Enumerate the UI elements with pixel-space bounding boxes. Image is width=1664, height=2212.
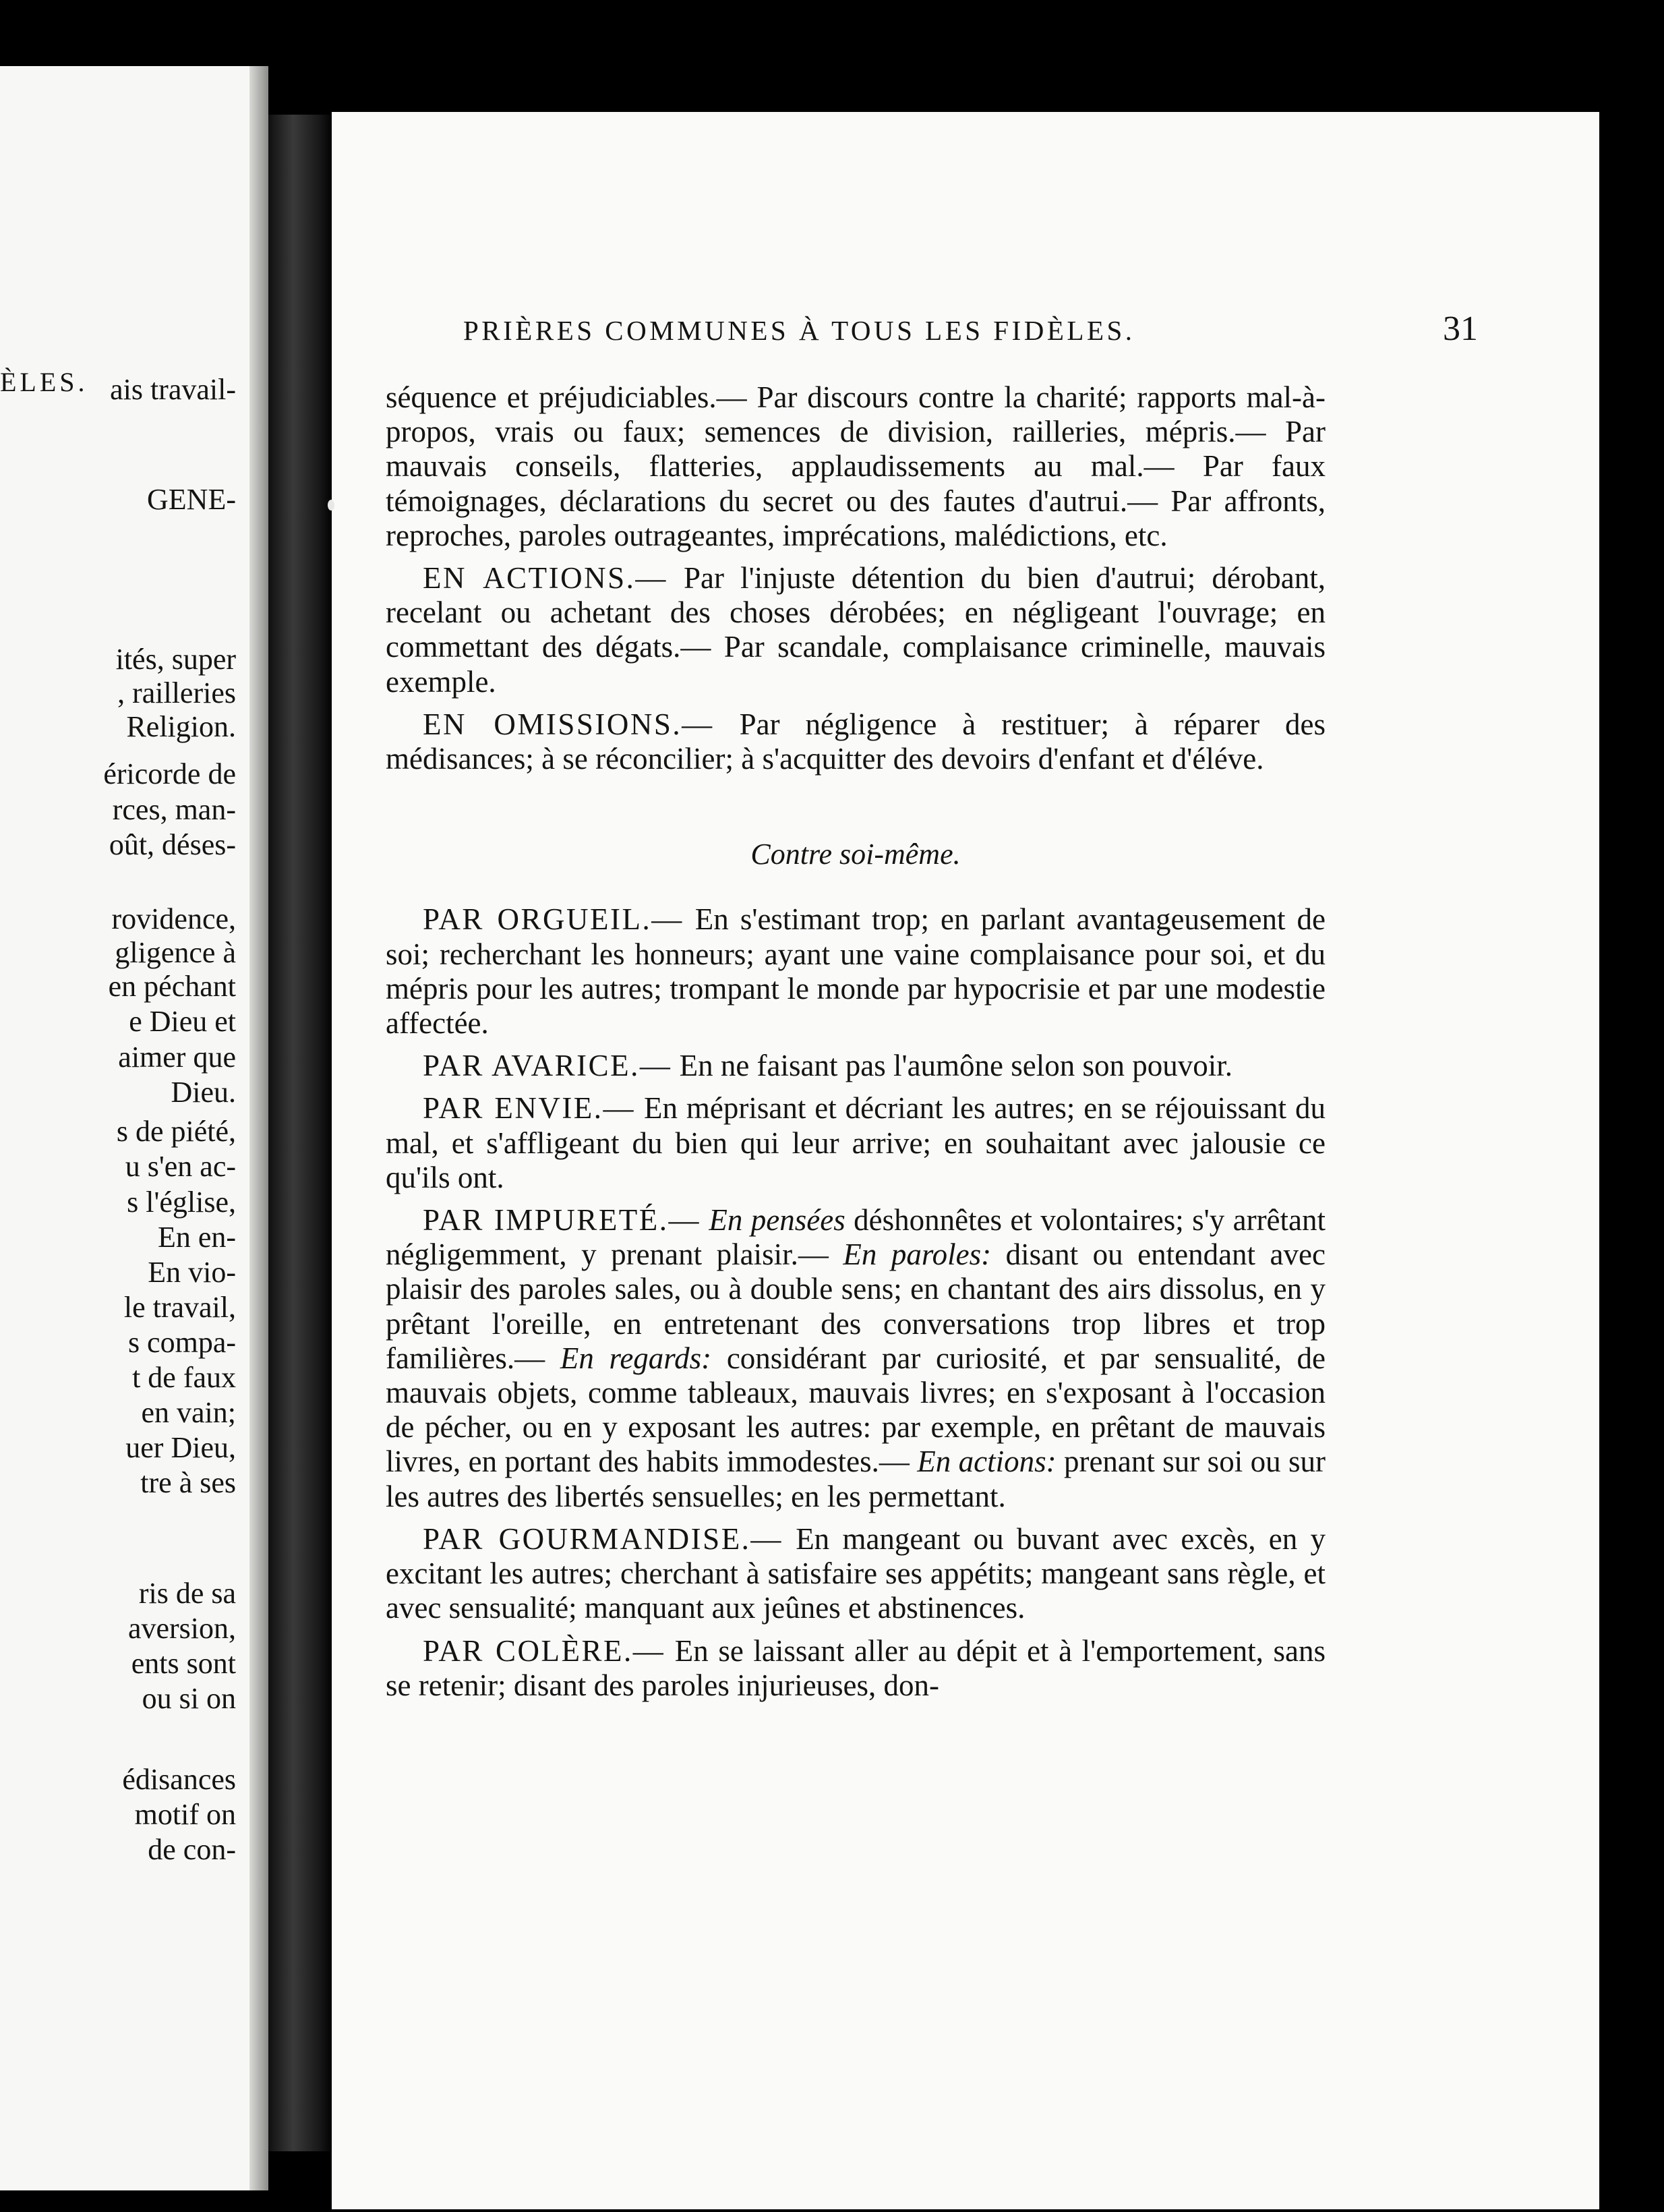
previous-page-line: gligence à	[115, 936, 236, 969]
running-head	[463, 309, 1478, 349]
previous-page-line: ou si on	[142, 1682, 236, 1715]
previous-page-line: e Dieu et	[129, 1005, 236, 1038]
section-title: Contre soi-même.	[750, 838, 961, 871]
previous-page-line: u s'en ac-	[125, 1150, 236, 1183]
paragraph-label: PAR ENVIE.—	[423, 1091, 636, 1126]
previous-page-line: Religion.	[126, 710, 236, 743]
page-gutter-shadow	[249, 66, 268, 2190]
previous-page-line: édisances	[122, 1763, 236, 1796]
paragraph-label: EN ACTIONS.—	[423, 561, 667, 595]
previous-page-line: t de faux	[132, 1361, 236, 1394]
italic-phrase: En regards:	[545, 1341, 712, 1375]
paragraph-colere: PAR COLÈRE.— En se laissant aller au dépit et à l'emportement, sans se retenir; disant des paroles injurieuses, don-	[386, 1633, 1326, 1702]
page-number: 31	[1443, 310, 1478, 348]
paragraph-intro: séquence et préjudiciables.— Par discours contre la charité; rapports mal-à-propos, vrais ou faux; semences de division, railleries, mépris.— Par mauvais conseils, flatteries, applaudissements au mal.— Par faux témoignages, déclarations du secret ou des fautes d'autrui.— Par affronts, reproches, paroles outrageantes, imprécations, malédictions, etc.	[386, 380, 1326, 552]
previous-page-line: le travail,	[123, 1291, 236, 1324]
paragraph-orgueil: PAR ORGUEIL.— En s'estimant trop; en parlant avantageusement de soi; recherchant les honneurs; ayant une vaine complaisance pour soi, et du mépris pour les autres; trompant le monde par hypocrisie et par une modestie affectée.	[386, 902, 1326, 1041]
italic-phrase: En actions:	[909, 1445, 1057, 1479]
paragraph-envie: PAR ENVIE.— En méprisant et décriant les autres; en se réjouissant du mal, et s'affligeant du bien qui leur arrive; en souhaitant avec jalousie ce qu'ils ont.	[386, 1091, 1326, 1194]
paragraph-impurete: PAR IMPURETÉ.— En pensées déshonnêtes et volontaires; s'y arrêtant négligemment, y prenant plaisir.— En paroles: disant ou entendant avec plaisir des paroles sales, ou à double sens; en chantant des airs dissolus, en y prêtant l'oreille, en entretenant des conversations trop libres et trop familières.— En regards: considérant par curiosité, et par sensualité, de mauvais objets, comme tableaux, mauvais livres; en s'exposant à l'occasion de pécher, ou en y exposant les autres: par exemple, en prêtant de mauvais livres, en portant des habits immodestes.— En actions: prenant sur soi ou sur les autres des libertés sensuelles; en les permettant.	[386, 1203, 1326, 1513]
previous-page-line: aversion,	[127, 1612, 236, 1645]
previous-page-line: Dieu.	[171, 1076, 236, 1109]
previous-page-line: en péchant	[108, 970, 236, 1003]
previous-page-line: GENE-	[147, 483, 236, 516]
paragraph-label: PAR IMPURETÉ.—	[423, 1203, 701, 1238]
previous-page-line: ris de sa	[138, 1577, 236, 1610]
italic-phrase: En paroles:	[828, 1238, 992, 1272]
previous-page-running-head: ÈLES.	[0, 367, 88, 397]
paragraph-label: PAR AVARICE.—	[423, 1049, 672, 1083]
previous-page-line: motif on	[134, 1798, 236, 1831]
previous-page-line: rovidence,	[111, 902, 236, 935]
previous-page	[0, 66, 268, 2190]
page-edge-mark	[328, 500, 334, 511]
previous-page-line: , railleries	[117, 676, 236, 709]
book-binding	[268, 115, 330, 2151]
running-title: PRIÈRES COMMUNES À TOUS LES FIDÈLES.	[463, 315, 1135, 346]
body-text	[386, 380, 1326, 1703]
current-page	[332, 112, 1599, 2209]
paragraph-en-actions: EN ACTIONS.— Par l'injuste détention du bien d'autrui; dérobant, recelant ou achetant des choses dérobées; en négligeant l'ouvrage; en commettant des dégats.— Par scandale, complaisance criminelle, mauvais exemple.	[386, 561, 1326, 699]
previous-page-line: En en-	[157, 1221, 236, 1254]
paragraph-avarice: PAR AVARICE.— En ne faisant pas l'aumône selon son pouvoir.	[423, 1049, 1233, 1083]
previous-page-line: s compa-	[127, 1326, 236, 1359]
paragraph-en-omissions: EN OMISSIONS.— Par négligence à restituer; à réparer des médisances; à se réconcilier; à s'acquitter des devoirs d'enfant et d'éléve.	[386, 707, 1326, 776]
paragraph-gourmandise: PAR GOURMANDISE.— En mangeant ou buvant avec excès, en y excitant les autres; cherchant à satisfaire ses appétits; mangeant sans règle, et avec sensualité; manquant aux jeûnes et abstinences.	[386, 1521, 1326, 1625]
previous-page-line: ents sont	[131, 1647, 236, 1680]
previous-page-line: s l'église,	[127, 1186, 236, 1219]
previous-page-line: ais travail-	[110, 373, 236, 406]
paragraph-label: PAR GOURMANDISE.—	[423, 1521, 783, 1556]
previous-page-line: En vio-	[148, 1256, 236, 1289]
paragraph-label: EN OMISSIONS.—	[423, 707, 714, 741]
previous-page-line: en vain;	[141, 1396, 236, 1429]
previous-page-line: rces, man-	[112, 793, 236, 826]
previous-page-line: uer Dieu,	[125, 1431, 236, 1464]
previous-page-line: éricorde de	[103, 757, 236, 790]
previous-page-line: ités, super	[115, 643, 236, 676]
previous-page-line: de con-	[148, 1833, 236, 1866]
previous-page-line: aimer que	[118, 1041, 236, 1074]
previous-page-line: oût, déses-	[109, 828, 236, 861]
paragraph-label: PAR ORGUEIL.—	[423, 902, 684, 937]
paragraph-label: PAR COLÈRE.—	[423, 1633, 665, 1668]
previous-page-line: tre à ses	[140, 1466, 236, 1499]
italic-phrase: En pensées	[701, 1203, 845, 1238]
previous-page-line: s de piété,	[116, 1115, 236, 1148]
